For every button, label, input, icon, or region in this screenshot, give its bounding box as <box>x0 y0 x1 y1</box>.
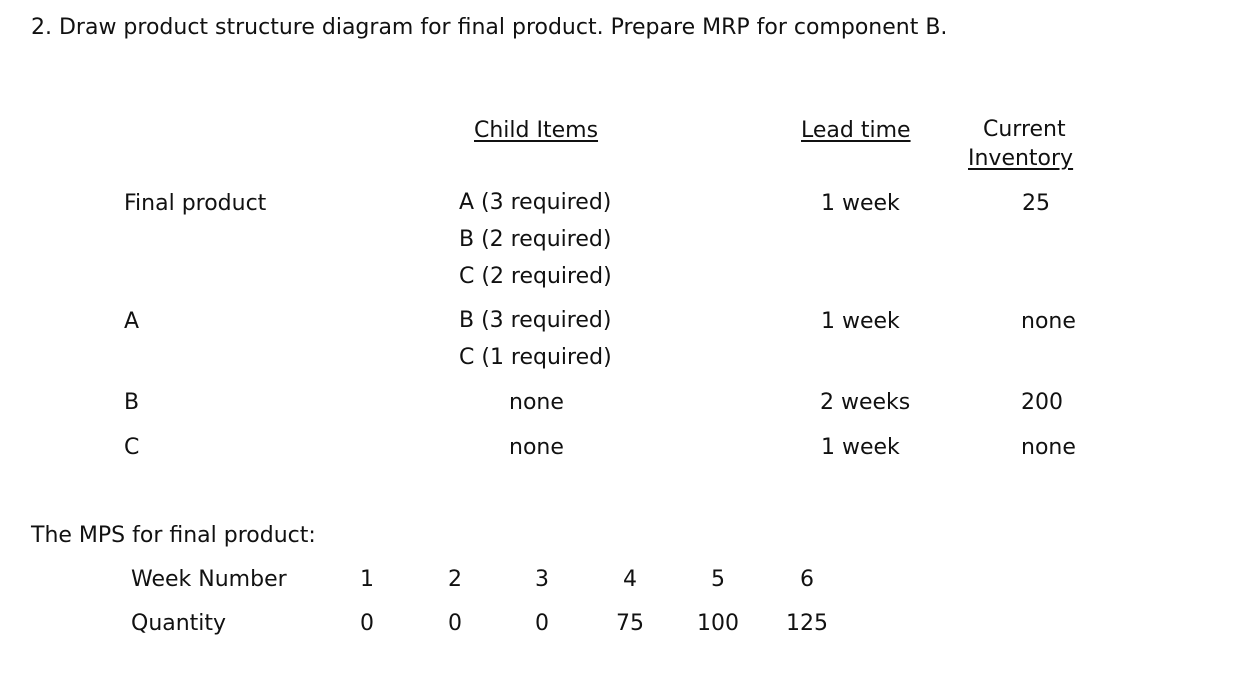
row-leadtime-final-product: 1 week <box>821 191 900 216</box>
question-text: 2. Draw product structure diagram for final product. Prepare MRP for component B. <box>31 15 948 40</box>
row-leadtime-c: 1 week <box>821 435 900 460</box>
child-item: C (1 required) <box>459 345 612 370</box>
header-current-inventory-line1: Current <box>983 117 1066 142</box>
row-item-final-product: Final product <box>124 191 267 216</box>
row-inventory-a: none <box>1021 309 1076 334</box>
mps-quantity-cell: 125 <box>786 611 828 636</box>
child-item: C (2 required) <box>459 264 612 289</box>
mps-quantity-label: Quantity <box>131 611 227 636</box>
mps-quantity-cell: 0 <box>535 611 549 636</box>
header-child-items: Child Items <box>474 118 599 143</box>
mps-week-cell: 1 <box>360 567 374 592</box>
row-children-b: none <box>509 390 564 415</box>
mps-week-cell: 2 <box>448 567 462 592</box>
mps-week-cell: 5 <box>711 567 725 592</box>
child-item: B (2 required) <box>459 227 612 252</box>
header-current-inventory-line2: Inventory <box>968 146 1074 171</box>
row-children-a <box>459 302 612 376</box>
row-inventory-final-product: 25 <box>1022 191 1050 216</box>
mps-week-cell: 4 <box>623 567 637 592</box>
row-item-b: B <box>124 390 140 415</box>
row-children-c: none <box>509 435 564 460</box>
row-children-final-product <box>459 184 612 295</box>
header-lead-time: Lead time <box>801 118 911 143</box>
mps-title: The MPS for final product: <box>31 523 316 548</box>
mps-week-cell: 3 <box>535 567 549 592</box>
mps-quantity-cell: 100 <box>697 611 739 636</box>
child-item: A (3 required) <box>459 190 612 215</box>
child-item: B (3 required) <box>459 308 612 333</box>
row-item-a: A <box>124 309 140 334</box>
mps-week-cell: 6 <box>800 567 814 592</box>
row-inventory-b: 200 <box>1021 390 1063 415</box>
mps-week-label: Week Number <box>131 567 287 592</box>
row-leadtime-a: 1 week <box>821 309 900 334</box>
mps-quantity-cell: 0 <box>360 611 374 636</box>
row-inventory-c: none <box>1021 435 1076 460</box>
mps-quantity-cell: 0 <box>448 611 462 636</box>
row-leadtime-b: 2 weeks <box>820 390 911 415</box>
mps-quantity-cell: 75 <box>616 611 644 636</box>
row-item-c: C <box>124 435 140 460</box>
